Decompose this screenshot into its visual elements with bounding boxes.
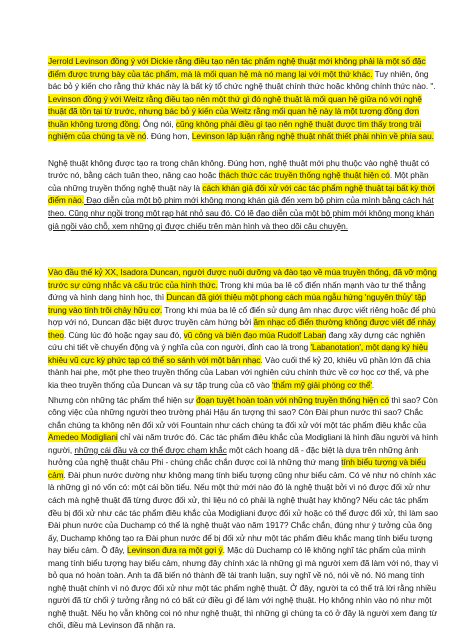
highlighted-text: âm nhạc cổ điển thường không được viết để nhảy theo: [48, 317, 436, 340]
highlighted-text: Duncan đã giới thiệu một phong cách múa ngẫu hứng 'nguyên thủy' tập trung vào tính trôi chảy hữu cơ.: [48, 292, 427, 315]
text-run: Trong khi múa ba lê cổ điển nhấn mạnh vào tư thế thẳng đứng và hình dạng hình học, thì: [48, 279, 426, 303]
paragraph-levinson-intro: [48, 55, 440, 143]
text-run: Nhưng còn những tác phẩm thể hiện sự: [48, 394, 197, 405]
paragraph-fountain-question: [48, 394, 440, 632]
highlighted-text: Levinson lập luận rằng nghệ thuật nhất thiết phải nhìn về phía sau.: [191, 131, 434, 142]
text-run: . Mặc dù Duchamp có lẽ không nghĩ tác phẩm của mình mang tính biểu tượng hay biểu cảm, nhưng đây chính xác là những gì mà người xem đã làm với nó, thay vì bỏ qua nó hoàn toàn. Anh ta đã biến nó thành đề tài tranh luận, suy nghĩ về nó, nói về nó. Nó mang tính nghệ thuật chính vì nó được đối xử như một tác phẩm nghệ thuật. Ở đây, người ta có thể trả lời rằng nhiều người đã từ chối ý tưởng rằng nó có bất cứ điều gì để làm với nghệ thuật. Họ không nhìn vào nó như một nghệ thuật. Nếu họ vẫn không coi nó như nghệ thuật, thì những gì chúng ta có ở đây là người xem đang từ chối, điều mà Levinson đã nhận ra.: [48, 545, 439, 631]
text-run: Trong khi múa ba lê cổ điển sử dụng âm nhạc được viết riêng hoặc để phù hợp với nó, Duncan đặc biệt được truyền cảm hứng bởi: [48, 304, 436, 328]
highlighted-text: 'Labanotation', một dạng ký hiệu khiêu vũ cực kỳ phức tạp có thể so sánh với một bản nhạc: [48, 342, 428, 365]
highlighted-text: cách khán giả đối xử với các tác phẩm nghệ thuật tại bất kỳ thời điểm nào.: [48, 182, 435, 206]
text-run: một cách hoang dã - đặc biệt là dựa trên những ảnh hưởng của nghệ thuật châu Phi - chúng chắc chắn được coi là những thứ mang: [48, 444, 419, 468]
highlighted-text: đoạn tuyệt hoàn toàn với những truyền thống hiện có: [196, 394, 390, 405]
text-run: .: [371, 380, 375, 391]
text-run: Tuy nhiên, ông bác bỏ ý kiến cho rằng thứ khác này là bất kỳ tổ chức nghệ thuật chính thức hoặc không chính thức nào. ".: [48, 68, 436, 92]
text-run: Ông nói,: [140, 118, 176, 129]
highlighted-text: Vào đầu thế kỷ XX, Isadora Duncan, người được nuôi dưỡng và đào tạo về múa truyền thống, đã vỡ mộng trước sự cứng nhắc và cấu trúc của hình thức.: [48, 267, 437, 290]
highlighted-text: Jerrold Levinson đồng ý với Dickie rằng điều tạo nên tác phẩm nghệ thuật mới không phải là một số đặc điểm được trưng bày của tác phẩm, mà là mối quan hệ mà nó mang lại với một thứ khác.: [48, 56, 426, 79]
underlined-text: Đạo diễn của một bộ phim mới không mong khán giả đến xem bộ phim của mình bằng cách hát theo. Cũng như ngồi trong một rạp hát nhỏ sau đó. Có lẽ đạo diễn của một bộ phim mới không mong khán giả ngồi vào chỗ, xem những gì được chiếu trên màn hình và theo dõi câu chuyện.: [48, 195, 435, 231]
highlighted-text: vũ công và biên đạo múa Rudolf Laban: [183, 329, 327, 340]
text-run: . Đài phun nước dường như không mang tính biểu tượng cũng như biểu cảm. Có vẻ như nó chính xác là những gì nó vốn có: một cái bồn tiểu. Nếu một thứ mới nào đó là nghệ thuật bởi vì nó được đối xử như cách mà nghệ thuật đã từng được đối xử, thì liệu nó có phải là nghệ thuật hay không? Nếu các tác phẩm đều bị đối xử như các tác phẩm điêu khắc của Modigliani được đối xử hoặc có thể được đối xử, thì làm sao Đài phun nước của Duchamp có thể là nghệ thuật vào năm 1917? Chắc chắn, đúng như ý tưởng của ông ấy, Duchamp không tạo ra Đài phun nước để bị đối xử như một tác phẩm điêu khắc mang tính biểu tượng hay biểu cảm. Ồ đây,: [48, 469, 438, 556]
highlighted-text: Levinson đưa ra một gợi ý: [127, 545, 223, 556]
highlighted-text: Amedeo Modigliani: [48, 432, 118, 443]
paragraph-art-not-in-vacuum: [48, 157, 440, 232]
paragraph-isadora-duncan: [48, 266, 440, 391]
underlined-text: những cái đầu và cơ thể được chạm khắc: [74, 444, 227, 455]
highlighted-text: tính biểu tượng và biểu cảm: [48, 457, 426, 480]
text-run: . Vào cuối thế kỷ 20, khiêu vũ phần lớn đã chia thành hai phe, một phe theo truyền thống của Laban với nghiên cứu chính thức về cơ học cơ thể, và phe kia theo truyền thống của Duncan và sự tập trung của cô vào: [48, 354, 431, 391]
highlighted-text: 'thẩm mỹ giải phóng cơ thể': [271, 380, 372, 391]
text-run: Nghệ thuật không được tạo ra trong chân không. Đúng hơn, nghệ thuật mới phụ thuộc vào nghệ thuật có trước nó, bằng cách tuân theo, nâng cao hoặc: [48, 157, 430, 181]
text-run: . Một phần của những truyền thống nghệ thuật này là: [48, 170, 429, 193]
text-run: . Cùng lúc đó hoặc ngay sau đó,: [63, 329, 184, 340]
text-run: đang xây dựng các nghiên cứu chi tiết về chuyển động và ý nghĩa của con người, đỉnh cao là trong: [48, 329, 426, 353]
text-run: chỉ vài năm trước đó. Các tác phẩm điêu khắc của Modigliani là hình đầu người và hình người,: [48, 432, 438, 455]
highlighted-text: cũng không phải điều gì tạo nên nghệ thuật được tìm thấy trong trải nghiệm của chúng ta về nó: [48, 118, 422, 142]
highlighted-text: thách thức các truyền thống nghệ thuật hiện có: [218, 170, 390, 181]
text-run: . Đúng hơn,: [146, 131, 192, 142]
highlighted-text: Levinson đồng ý với Weitz rằng điều tạo nên một thứ gì đó nghệ thuật là mối quan hệ giữa nó với nghệ thuật đã tồn tại từ trước, nhưng bác bỏ ý kiến của Weitz rằng mối quan hệ này là một tương đồng đơn thuần không tương đồng.: [48, 93, 422, 129]
text-run: thì sao? Còn công việc của những người theo trường phái Hậu ấn tượng thì sao? Còn Đài phun nước thì sao? Chắc chắn chúng ta không nên đối xử với Fountain như cách chúng ta đối xử với một tác phẩm điêu khắc của: [48, 394, 438, 430]
